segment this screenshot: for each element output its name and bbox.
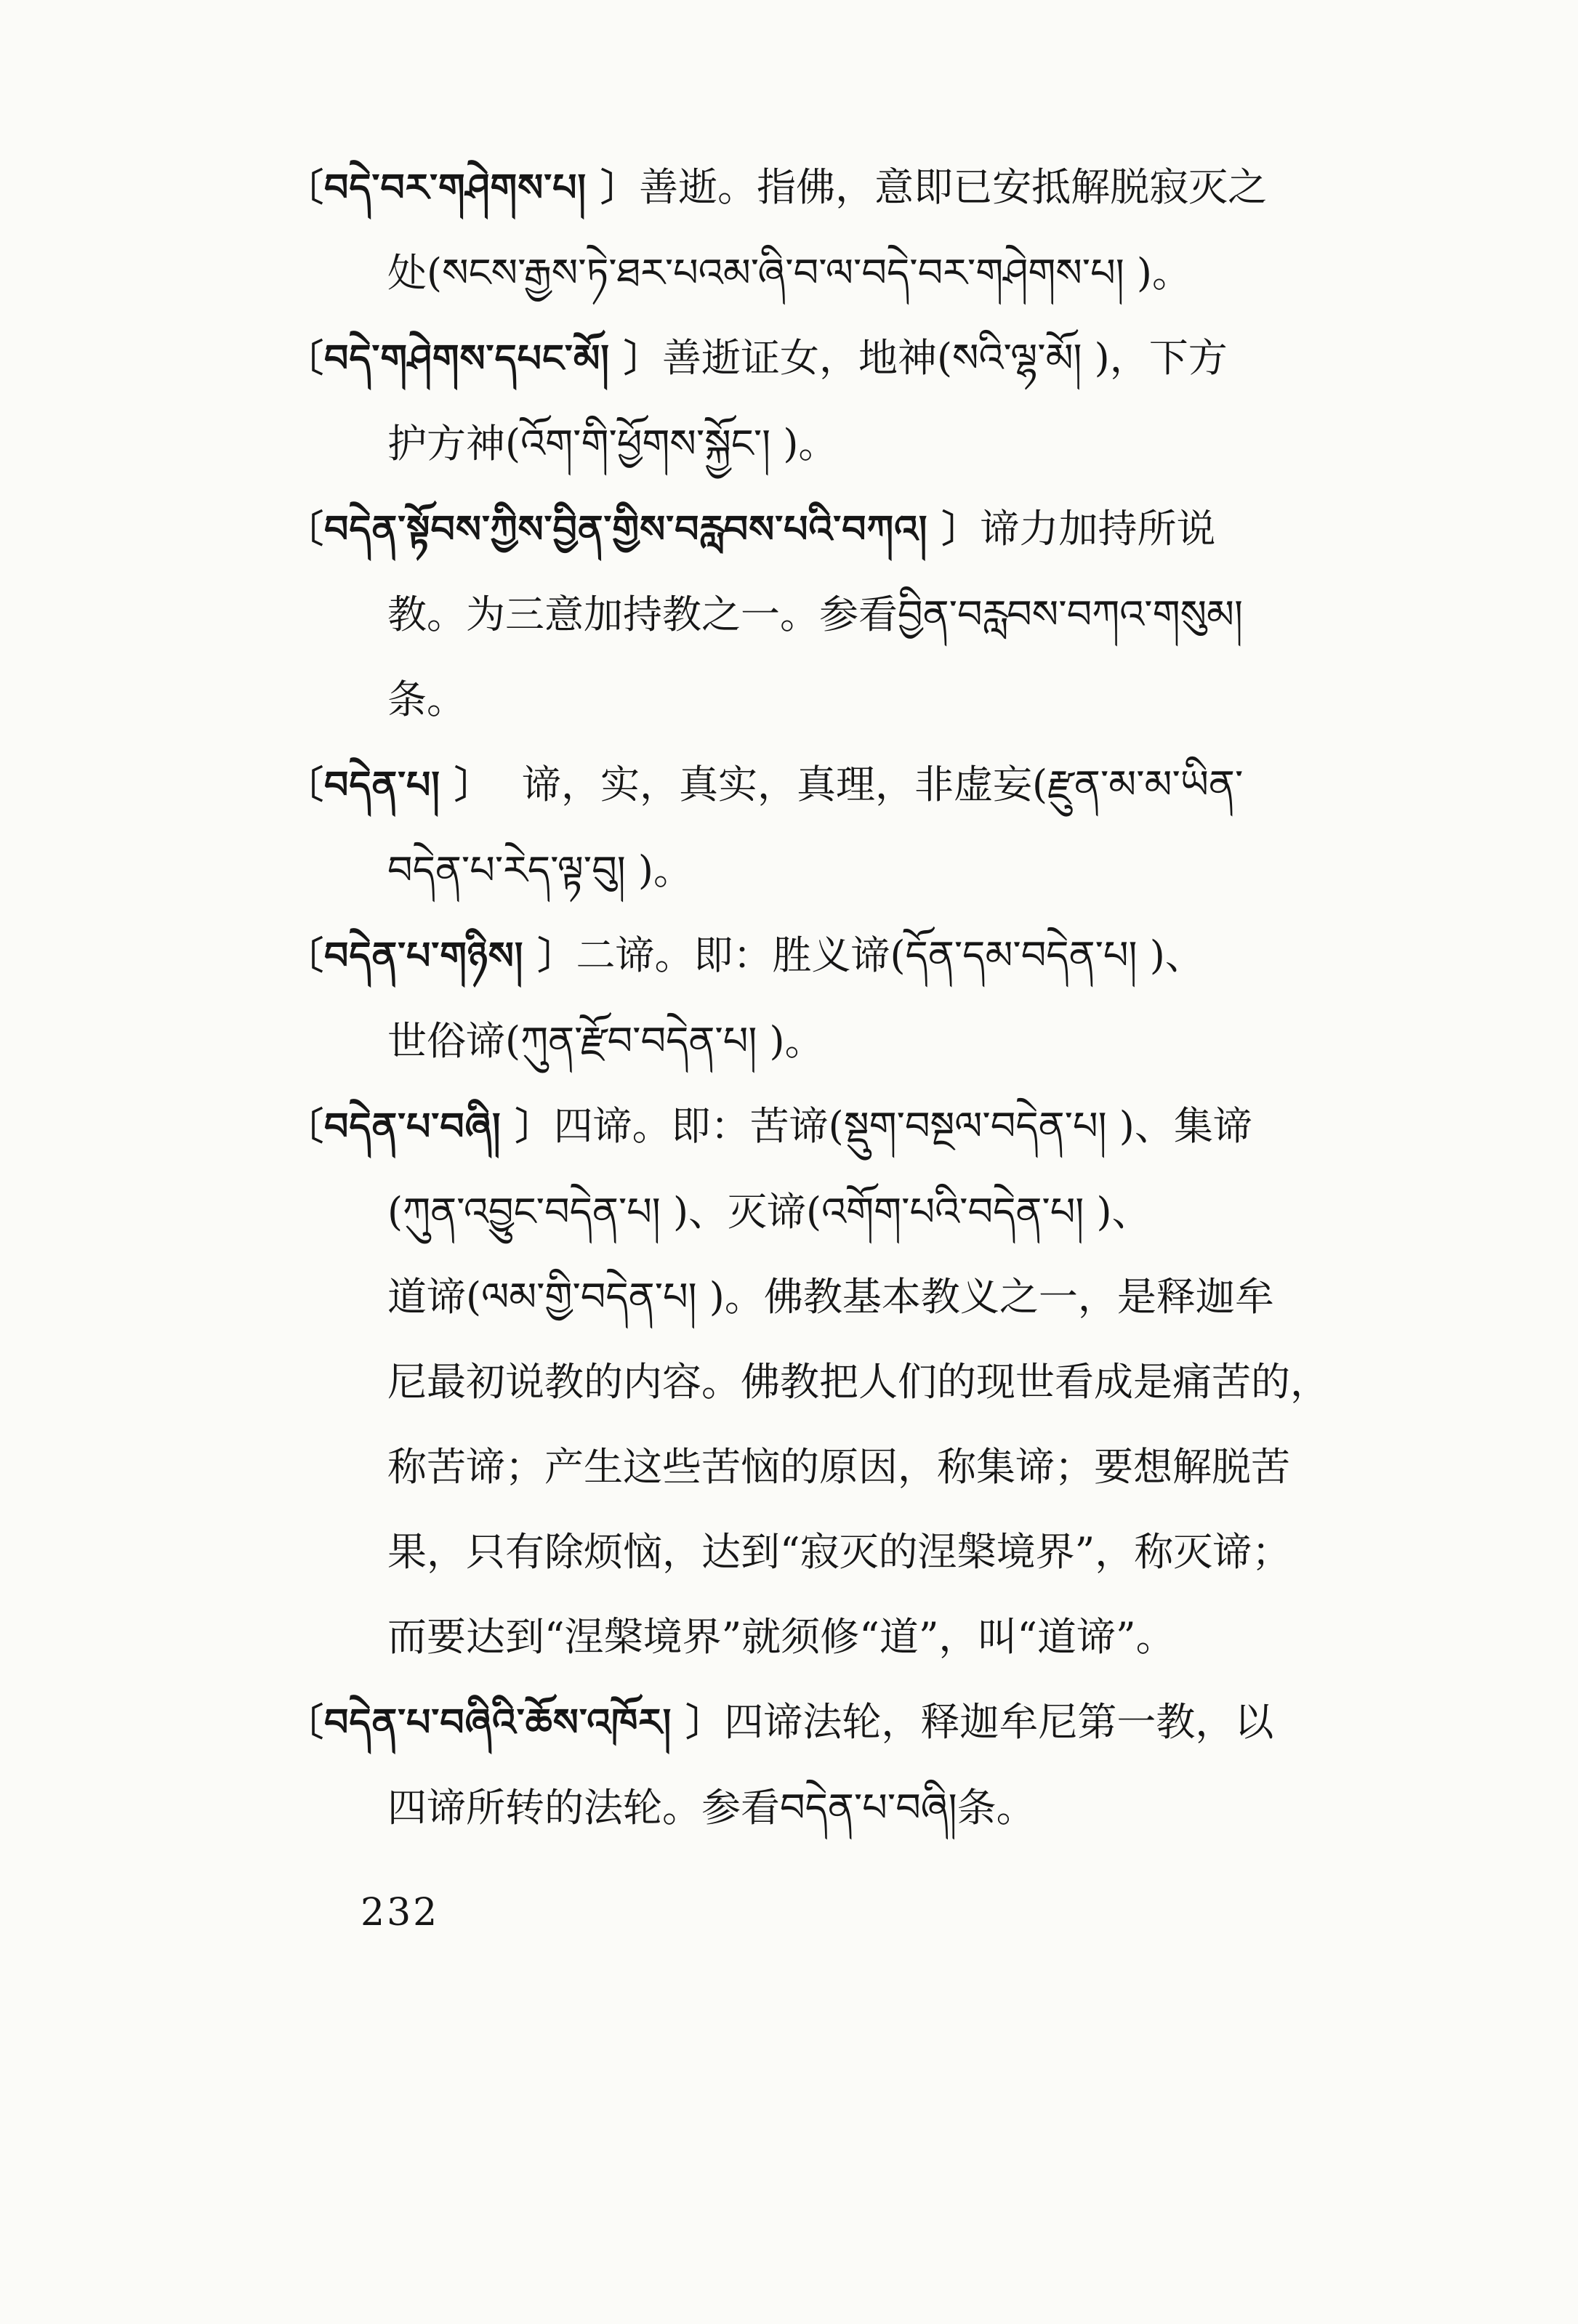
entry-definition-text: 谛力加持所说 xyxy=(980,506,1216,552)
entry-definition-line: 而要达到“涅槃境界”就须修“道”，叫“道谛”。 xyxy=(387,1614,1175,1660)
entry-first-line xyxy=(286,315,1420,401)
entry-definition-line: 称苦谛；产生这些苦恼的原因，称集谛；要想解脱苦 xyxy=(387,1444,1290,1490)
page-number: 232 xyxy=(361,1891,440,1934)
entry-definition-text: 善逝。指佛，意即已安抵解脱寂灭之 xyxy=(639,164,1268,210)
entry-first-line xyxy=(286,1084,1420,1169)
dictionary-entry xyxy=(286,1084,1420,1679)
entry-definition-line: 处(སངས་རྒྱས་ཏེ་ཐར་པའམ་ཞི་བ་ལ་བདེ་བར་གཤེགས་པ། )。 xyxy=(387,250,1191,296)
dictionary-entry xyxy=(286,742,1420,913)
entry-definition-line: 条。 xyxy=(387,677,466,722)
entry-definition-text: 善逝证女，地神(སའི་ལྷ་མོ། )，下方 xyxy=(661,335,1228,381)
entry-headword: 〔བདེན་པ་གཉིས། 〕 xyxy=(286,934,576,978)
entry-definition-line: 道谛(ལམ་གྱི་བདེན་པ། )。佛教基本教义之一，是释迦牟 xyxy=(387,1274,1274,1320)
entry-headword: 〔བདེན་པ། 〕 xyxy=(286,763,494,807)
dictionary-entry xyxy=(286,145,1420,315)
entry-definition-text: 谛，实，真实，真理，非虚妄(རྫུན་མ་མ་ཡིན་ xyxy=(522,762,1244,807)
entry-first-line xyxy=(286,1679,1420,1765)
entry-definition-line: བདེན་པ་རེད་ལྟ་བུ། )。 xyxy=(387,847,693,893)
entry-headword: 〔བདེ་གཤེགས་དཔང་མོ། 〕 xyxy=(286,336,662,381)
entry-definition-text: 二谛。即：胜义谛(དོན་དམ་བདེན་པ། )、 xyxy=(576,932,1204,978)
entry-definition-line: 世俗谛(ཀུན་རྫོབ་བདེན་པ། )。 xyxy=(387,1018,824,1064)
entry-headword: 〔བདེན་པ་བཞི། 〕 xyxy=(286,1105,554,1149)
entry-definition-line: (ཀུན་འབྱུང་བདེན་པ། )、灭谛(འགོག་པའི་བདེན་པ། )、 xyxy=(387,1189,1151,1235)
entry-headword: 〔བདེན་པ་བཞིའི་ཆོས་འཁོར། 〕 xyxy=(286,1700,725,1745)
dictionary-entry xyxy=(286,315,1420,486)
entry-first-line xyxy=(286,913,1420,998)
entry-definition-line: 四谛所转的法轮。参看བདེན་པ་བཞི།条。 xyxy=(387,1785,1036,1831)
entry-first-line xyxy=(286,742,1420,828)
entry-definition-text: 四谛法轮，释迦牟尼第一教，以 xyxy=(724,1699,1274,1745)
entry-first-line xyxy=(286,145,1420,230)
dictionary-page xyxy=(286,145,1420,1956)
dictionary-entry xyxy=(286,486,1420,742)
entry-headword: 〔བདེན་སྟོབས་ཀྱིས་བྱིན་གྱིས་བརླབས་པའི་བཀའ། 〕 xyxy=(286,507,981,552)
entry-definition-line: 尼最初说教的内容。佛教把人们的现世看成是痛苦的， xyxy=(387,1359,1329,1405)
entry-first-line xyxy=(286,486,1420,572)
dictionary-entry xyxy=(286,913,1420,1084)
entry-definition-line: 教。为三意加持教之一。参看བྱིན་བརླབས་བཀའ་གསུམ། xyxy=(387,592,1243,637)
entry-headword: 〔བདེ་བར་གཤེགས་པ། 〕 xyxy=(286,166,640,210)
entry-definition-line: 护方神(འོག་གི་ཕྱོགས་སྐྱོང་། )。 xyxy=(387,421,838,467)
entry-definition-line: 果，只有除烦恼，达到“寂灭的涅槃境界”，称灭谛； xyxy=(387,1529,1292,1575)
entry-definition-text: 四谛。即：苦谛(སྡུག་བསྔལ་བདེན་པ། )、集谛 xyxy=(553,1103,1252,1149)
dictionary-entry xyxy=(286,1679,1420,1850)
